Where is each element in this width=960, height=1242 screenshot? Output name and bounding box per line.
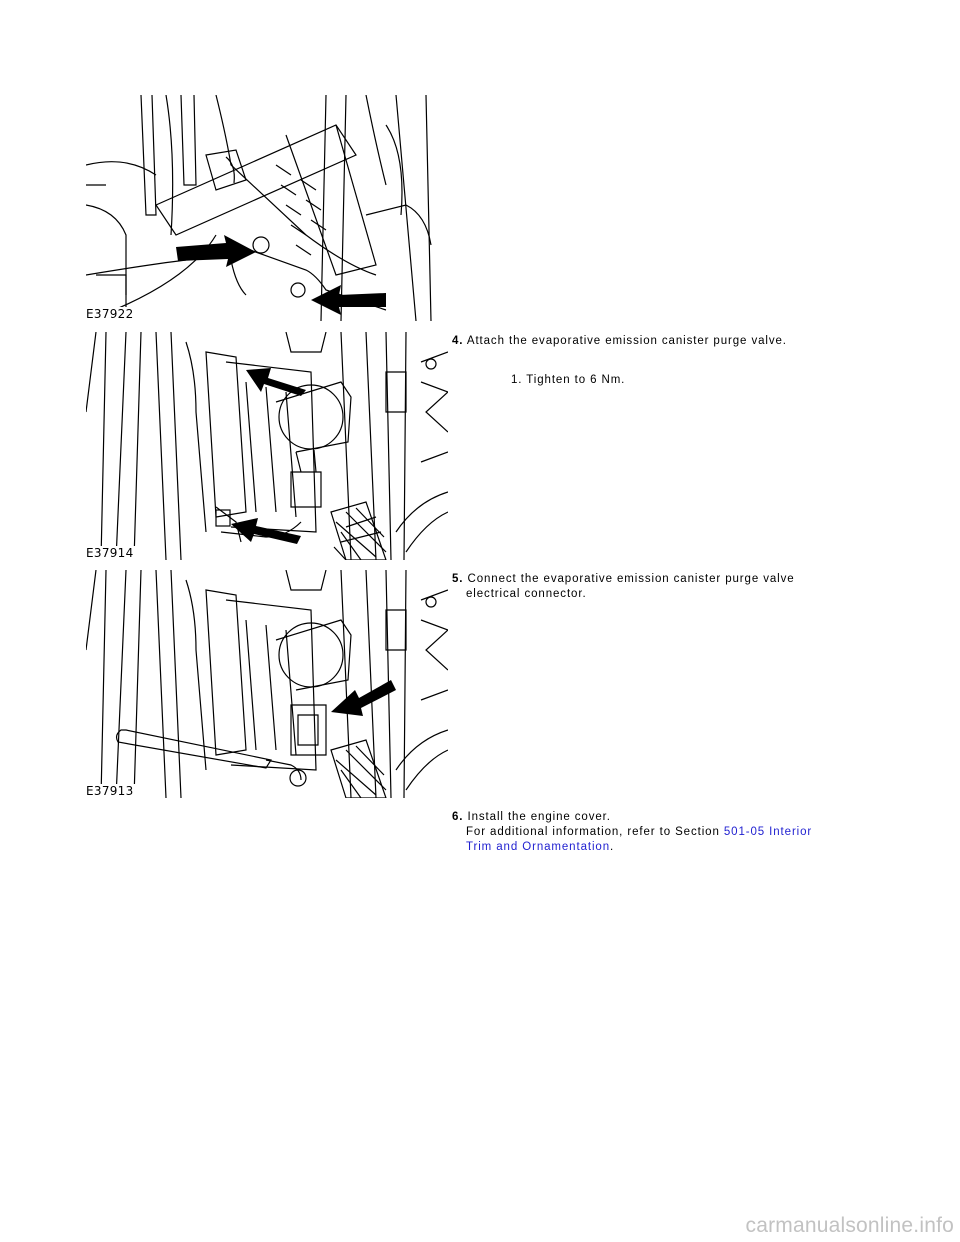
substep-4-1 [511, 373, 625, 388]
arrow-icon [311, 285, 386, 315]
step-text: Attach the evaporative emission canister purge valve. [466, 335, 787, 347]
step-text-line2: electrical connector. [466, 588, 587, 600]
reference-link-line1: 501-05 Interior [723, 826, 813, 838]
illustration-bolts [86, 95, 448, 321]
step-text: Install the engine cover. [467, 811, 611, 823]
figure-e37922 [86, 95, 448, 321]
reference-prefix: For additional information, refer to Section [466, 826, 720, 838]
step-number: 5. [452, 573, 464, 585]
step-reference [452, 825, 872, 840]
substep-text: Tighten to 6 Nm. [526, 374, 626, 386]
step-text-line1: Connect the evaporative emission canister purge valve [467, 573, 795, 585]
figure-e37914 [86, 332, 448, 560]
arrow-icon [176, 235, 256, 270]
step-4 [452, 334, 872, 349]
reference-link-line2: Trim and Ornamentation [466, 841, 611, 853]
section-reference-link-cont[interactable] [466, 841, 610, 853]
arrow-icon [246, 362, 306, 397]
step-number: 4. [452, 335, 464, 347]
step-reference-line2 [452, 840, 872, 855]
arrow-icon [331, 680, 396, 720]
reference-suffix: . [610, 841, 615, 853]
step-number: 6. [452, 811, 464, 823]
figure-label: E37922 [86, 307, 134, 321]
figure-e37913 [86, 570, 448, 798]
section-reference-link[interactable] [724, 826, 812, 838]
figure-label: E37913 [86, 784, 134, 798]
step-6 [452, 810, 872, 855]
substep-number: 1. [511, 374, 523, 386]
step-5 [452, 572, 872, 602]
arrow-icon [231, 514, 301, 544]
figure-label: E37914 [86, 546, 134, 560]
watermark: carmanualsonline.info [745, 1214, 954, 1237]
